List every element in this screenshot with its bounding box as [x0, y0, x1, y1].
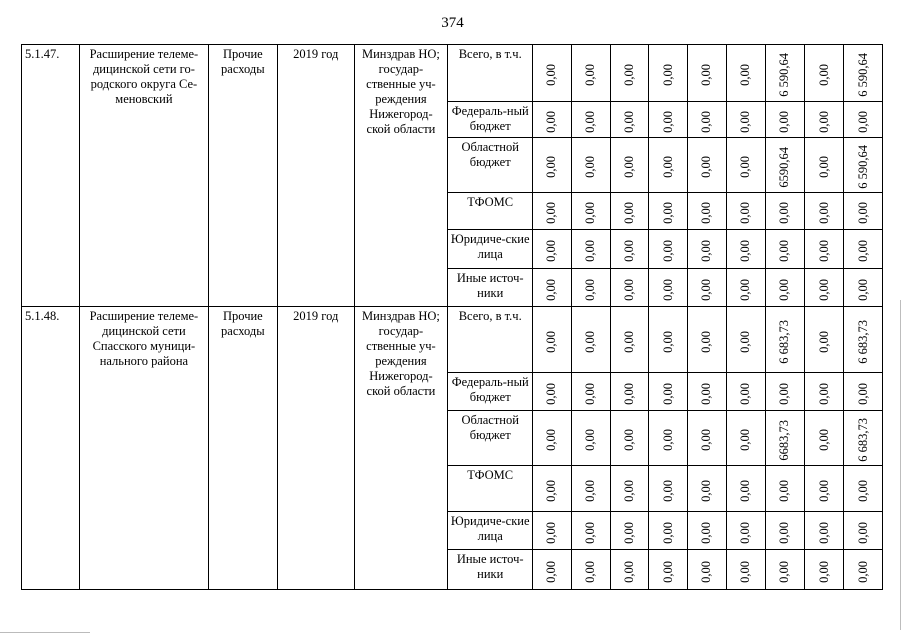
value-cell: 0,00	[533, 466, 572, 512]
value-cell: 0,00	[805, 45, 844, 102]
value-cell: 0,00	[649, 138, 688, 193]
year: 2019 год	[278, 45, 355, 307]
value-cell: 0,00	[571, 269, 610, 307]
value-cell: 0,00	[533, 512, 572, 550]
page-number: 374	[441, 15, 464, 31]
source-label: Федераль-ный бюджет	[448, 102, 533, 138]
value-cell: 0,00	[571, 411, 610, 466]
value-cell: 0,00	[688, 373, 727, 411]
value-cell: 6590,64	[765, 138, 805, 193]
value-cell: 0,00	[533, 102, 572, 138]
value-cell: 0,00	[610, 466, 649, 512]
source-label: Иные источ-ники	[448, 269, 533, 307]
source-label: Иные источ-ники	[448, 550, 533, 590]
source-label: Всего, в т.ч.	[448, 45, 533, 102]
value-cell: 0,00	[649, 45, 688, 102]
expense-type: Прочие расходы	[208, 307, 277, 590]
executor: Минздрав НО; государ-ственные уч-реждения Нижегород-ской области	[354, 307, 448, 590]
value-cell: 0,00	[726, 411, 765, 466]
value-cell: 0,00	[571, 550, 610, 590]
value-cell: 0,00	[844, 230, 883, 269]
value-cell: 0,00	[805, 466, 844, 512]
value-cell: 6 590,64	[844, 138, 883, 193]
value-cell: 0,00	[688, 193, 727, 230]
value-cell: 0,00	[649, 193, 688, 230]
value-cell: 0,00	[649, 512, 688, 550]
value-cell: 6 683,73	[844, 411, 883, 466]
value-cell: 0,00	[610, 307, 649, 373]
value-cell: 0,00	[533, 307, 572, 373]
value-cell: 0,00	[688, 307, 727, 373]
value-cell: 0,00	[726, 102, 765, 138]
value-cell: 0,00	[726, 138, 765, 193]
value-cell: 0,00	[610, 230, 649, 269]
value-cell: 0,00	[844, 269, 883, 307]
value-cell: 0,00	[765, 102, 805, 138]
value-cell: 0,00	[805, 230, 844, 269]
value-cell: 0,00	[533, 411, 572, 466]
value-cell: 0,00	[726, 466, 765, 512]
value-cell: 0,00	[726, 45, 765, 102]
source-label: ТФОМС	[448, 466, 533, 512]
source-label: Областной бюджет	[448, 138, 533, 193]
executor: Минздрав НО; государ-ственные уч-реждения Нижегород-ской области	[354, 45, 448, 307]
value-cell: 0,00	[688, 466, 727, 512]
value-cell: 0,00	[765, 466, 805, 512]
value-cell: 0,00	[571, 512, 610, 550]
value-cell: 0,00	[610, 193, 649, 230]
value-cell: 0,00	[533, 45, 572, 102]
source-label: Юридиче-ские лица	[448, 230, 533, 269]
scan-edge-line	[900, 300, 901, 630]
year: 2019 год	[278, 307, 355, 590]
value-cell: 0,00	[688, 411, 727, 466]
value-cell: 0,00	[533, 138, 572, 193]
value-cell: 0,00	[844, 512, 883, 550]
value-cell: 0,00	[726, 230, 765, 269]
value-cell: 0,00	[765, 269, 805, 307]
value-cell: 0,00	[688, 269, 727, 307]
value-cell: 0,00	[571, 466, 610, 512]
value-cell: 0,00	[765, 373, 805, 411]
value-cell: 0,00	[765, 550, 805, 590]
value-cell: 0,00	[649, 411, 688, 466]
value-cell: 0,00	[805, 307, 844, 373]
value-cell: 0,00	[688, 45, 727, 102]
value-cell: 0,00	[649, 102, 688, 138]
value-cell: 0,00	[726, 193, 765, 230]
value-cell: 0,00	[610, 550, 649, 590]
value-cell: 0,00	[649, 307, 688, 373]
value-cell: 0,00	[571, 307, 610, 373]
value-cell: 0,00	[649, 373, 688, 411]
value-cell: 0,00	[533, 230, 572, 269]
value-cell: 0,00	[726, 269, 765, 307]
value-cell: 6 683,73	[844, 307, 883, 373]
value-cell: 6 590,64	[765, 45, 805, 102]
value-cell: 0,00	[610, 512, 649, 550]
value-cell: 0,00	[533, 550, 572, 590]
value-cell: 0,00	[844, 373, 883, 411]
value-cell: 0,00	[533, 269, 572, 307]
source-label: Всего, в т.ч.	[448, 307, 533, 373]
value-cell: 0,00	[844, 193, 883, 230]
value-cell: 0,00	[805, 138, 844, 193]
value-cell: 0,00	[765, 193, 805, 230]
value-cell: 0,00	[805, 411, 844, 466]
value-cell: 0,00	[765, 512, 805, 550]
value-cell: 0,00	[805, 269, 844, 307]
value-cell: 0,00	[533, 373, 572, 411]
expense-type: Прочие расходы	[208, 45, 277, 307]
value-cell: 6 683,73	[765, 307, 805, 373]
value-cell: 0,00	[610, 373, 649, 411]
value-cell: 0,00	[533, 193, 572, 230]
measure-name: Расширение телеме-дицинской сети го-родского округа Се-меновский	[80, 45, 209, 307]
value-cell: 0,00	[571, 230, 610, 269]
value-cell: 0,00	[649, 230, 688, 269]
value-cell: 0,00	[688, 512, 727, 550]
value-cell: 0,00	[805, 193, 844, 230]
value-cell: 0,00	[844, 102, 883, 138]
value-cell: 0,00	[805, 102, 844, 138]
value-cell: 0,00	[610, 45, 649, 102]
value-cell: 0,00	[688, 102, 727, 138]
value-cell: 0,00	[805, 512, 844, 550]
value-cell: 0,00	[610, 411, 649, 466]
value-cell: 0,00	[765, 230, 805, 269]
source-label: Юридиче-ские лица	[448, 512, 533, 550]
value-cell: 6 590,64	[844, 45, 883, 102]
value-cell: 0,00	[649, 269, 688, 307]
row-number: 5.1.47.	[22, 45, 80, 307]
budget-table	[21, 44, 883, 590]
value-cell: 0,00	[726, 550, 765, 590]
value-cell: 0,00	[571, 193, 610, 230]
source-label: Областной бюджет	[448, 411, 533, 466]
value-cell: 0,00	[805, 373, 844, 411]
table-row	[22, 45, 883, 102]
value-cell: 0,00	[688, 138, 727, 193]
value-cell: 6683,73	[765, 411, 805, 466]
value-cell: 0,00	[610, 269, 649, 307]
value-cell: 0,00	[726, 512, 765, 550]
row-number: 5.1.48.	[22, 307, 80, 590]
value-cell: 0,00	[610, 102, 649, 138]
source-label: Федераль-ный бюджет	[448, 373, 533, 411]
value-cell: 0,00	[571, 138, 610, 193]
value-cell: 0,00	[688, 550, 727, 590]
value-cell: 0,00	[649, 550, 688, 590]
value-cell: 0,00	[571, 102, 610, 138]
value-cell: 0,00	[571, 373, 610, 411]
value-cell: 0,00	[844, 466, 883, 512]
value-cell: 0,00	[805, 550, 844, 590]
value-cell: 0,00	[688, 230, 727, 269]
table-row	[22, 307, 883, 373]
value-cell: 0,00	[844, 550, 883, 590]
value-cell: 0,00	[726, 373, 765, 411]
value-cell: 0,00	[610, 138, 649, 193]
measure-name: Расширение телеме-дицинской сети Спасского муници-нального района	[80, 307, 209, 590]
value-cell: 0,00	[571, 45, 610, 102]
footnote-divider	[0, 632, 90, 633]
value-cell: 0,00	[649, 466, 688, 512]
value-cell: 0,00	[726, 307, 765, 373]
source-label: ТФОМС	[448, 193, 533, 230]
